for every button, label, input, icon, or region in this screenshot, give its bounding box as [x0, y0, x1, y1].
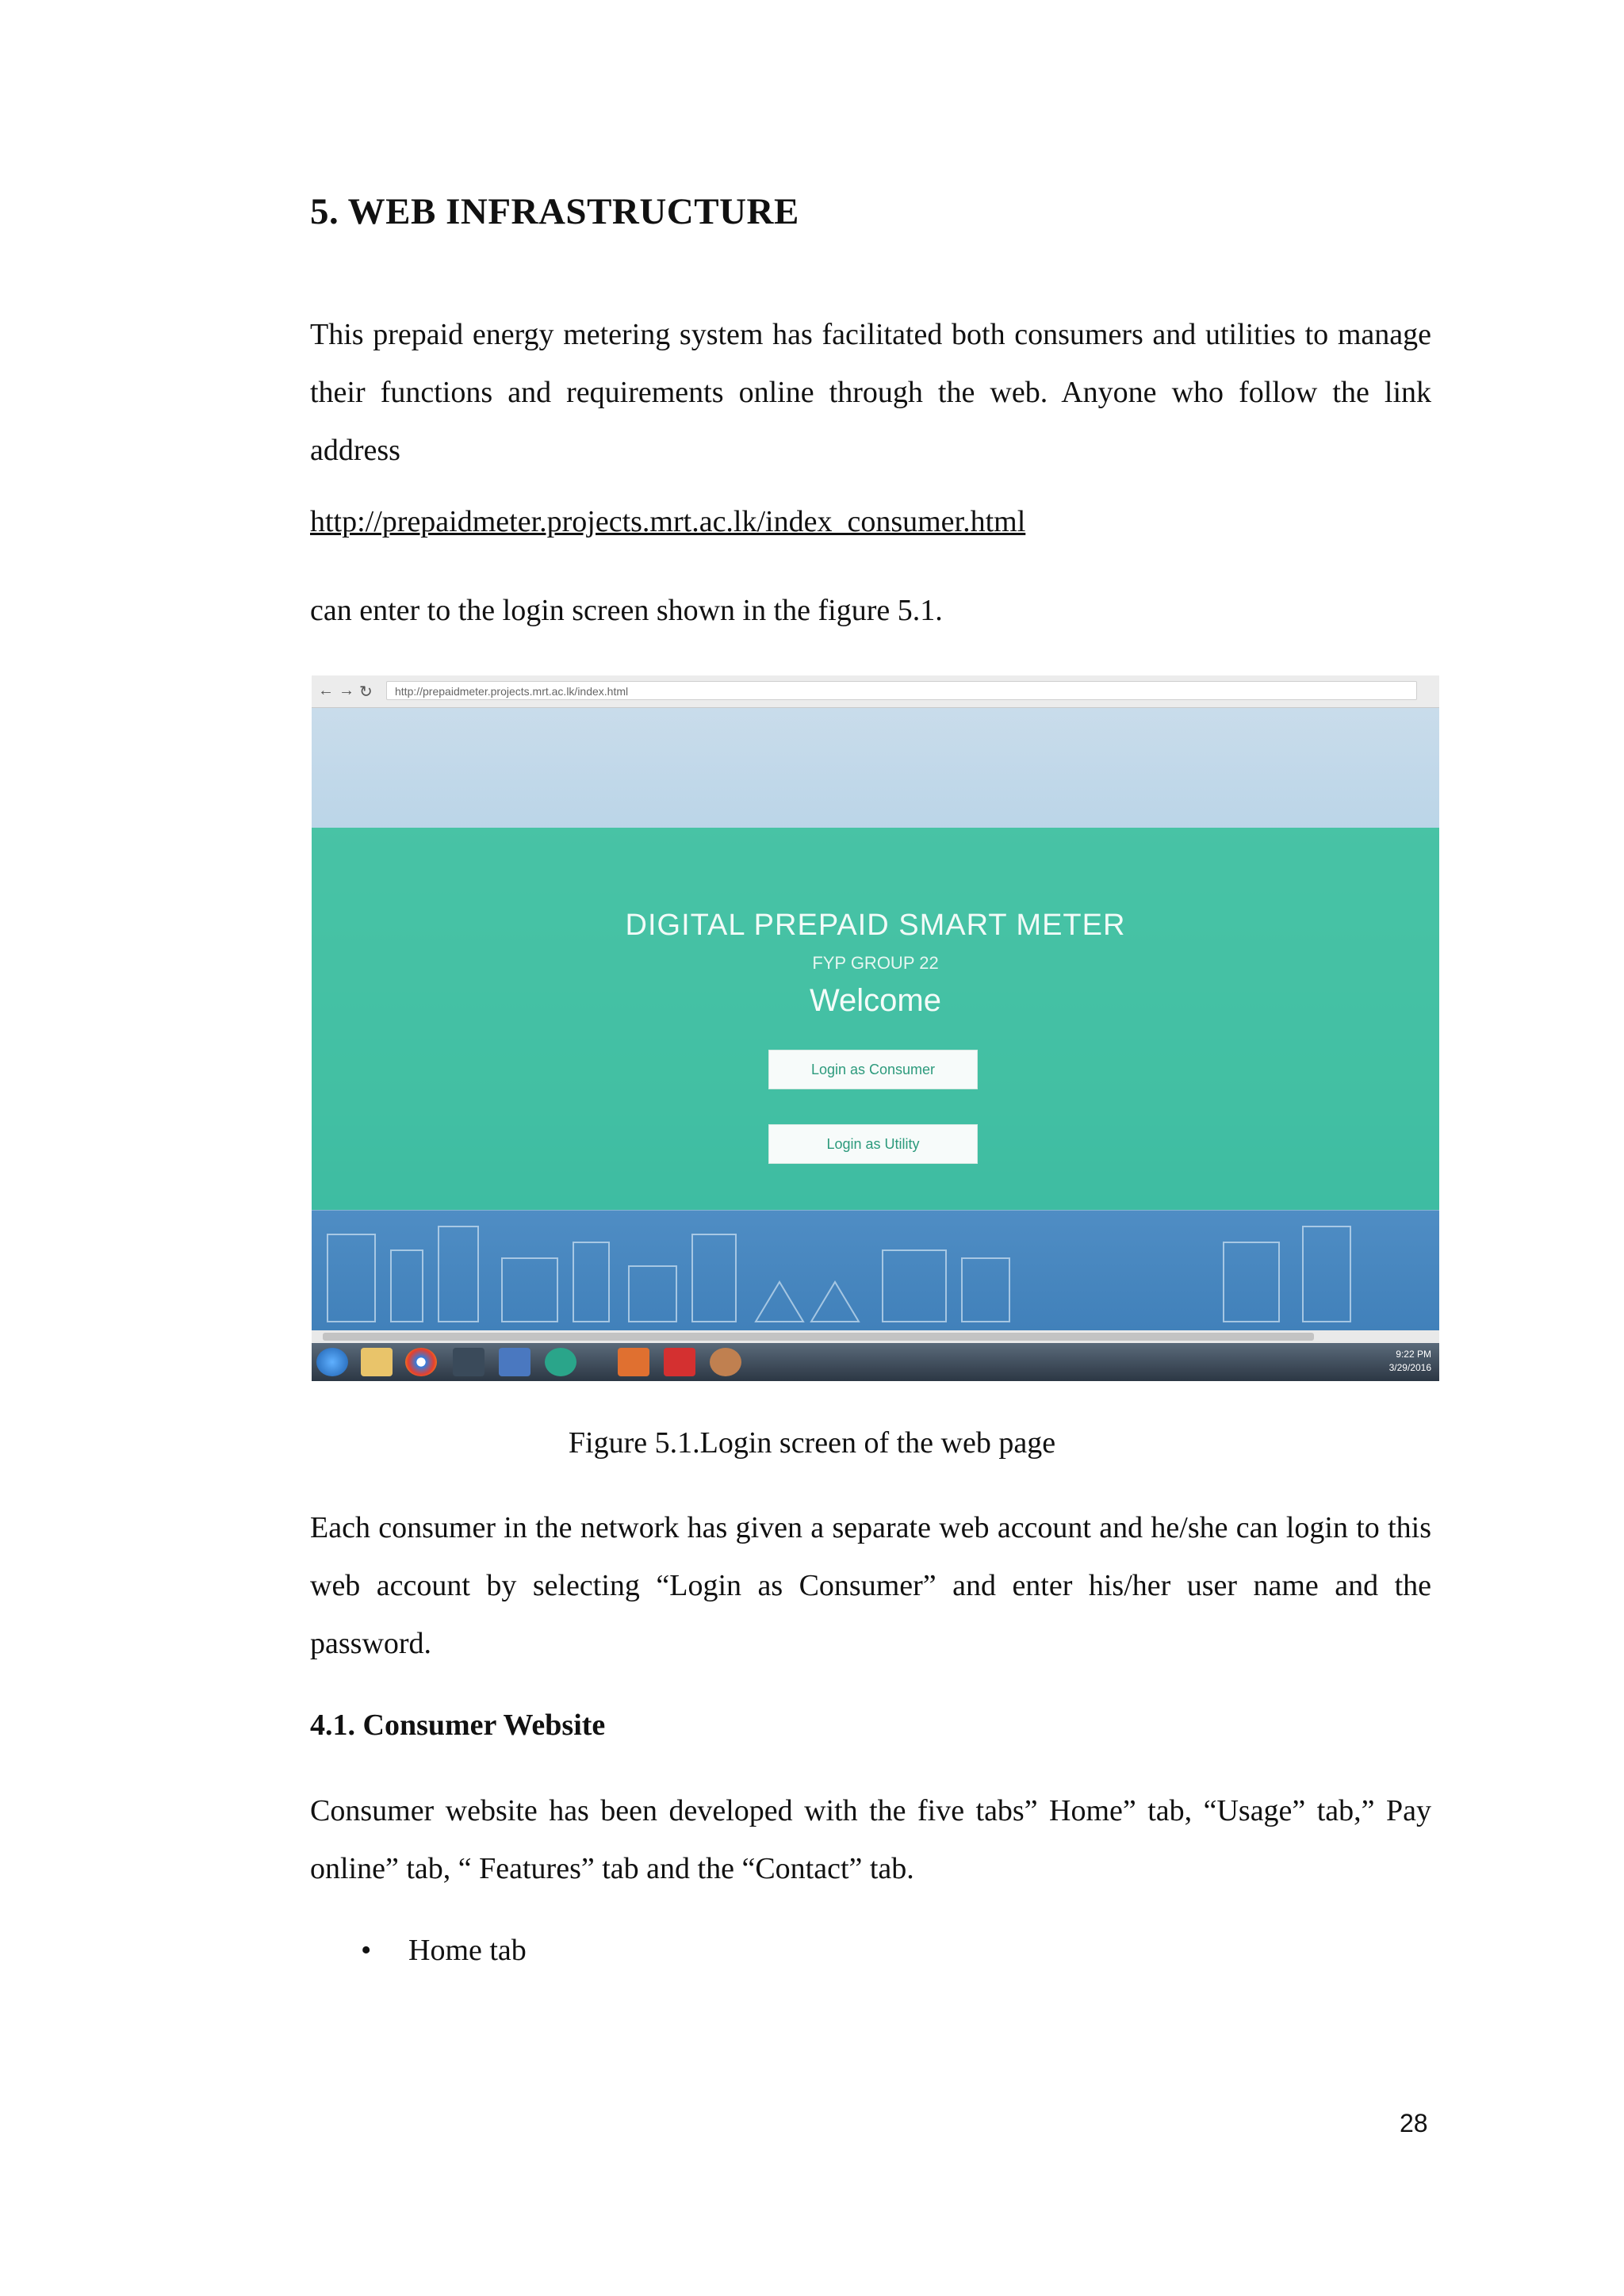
clock-date: 3/29/2016: [1388, 1362, 1431, 1373]
bullet-item: [361, 1933, 527, 1968]
intro-paragraph: This prepaid energy metering system has facilitated both consumers and utilities to manage their functions and requirements online through the web. Anyone who follow the link address: [310, 318, 1431, 467]
after-link-paragraph: can enter to the login screen shown in the figure 5.1.: [310, 594, 943, 627]
after-link-block: [310, 582, 1431, 640]
forward-arrow-icon[interactable]: →: [339, 682, 354, 699]
browser-toolbar: [312, 675, 1439, 708]
pdf-reader-icon[interactable]: [664, 1348, 695, 1376]
tabs-paragraph-block: [310, 1782, 1431, 1898]
account-paragraph: Each consumer in the network has given a separate web account and he/she can login to this web account by selecting “Login as Consumer” and enter his/her user name and the password.: [310, 1511, 1431, 1660]
figure-caption: Figure 5.1.Login screen of the web page: [568, 1426, 1056, 1460]
reload-icon[interactable]: ↻: [359, 683, 373, 701]
site-welcome: Welcome: [810, 983, 941, 1018]
word-icon[interactable]: [499, 1348, 530, 1376]
consumer-link[interactable]: http://prepaidmeter.projects.mrt.ac.lk/index_consumer.html: [310, 505, 1026, 538]
page-number: 28: [1400, 2109, 1428, 2137]
windows-taskbar: [312, 1343, 1439, 1381]
site-title: DIGITAL PREPAID SMART METER: [625, 909, 1126, 942]
login-consumer-button[interactable]: Login as Consumer: [768, 1050, 978, 1089]
start-button-icon[interactable]: [316, 1348, 348, 1376]
city-skyline-band: [312, 1211, 1439, 1345]
login-utility-button[interactable]: Login as Utility: [768, 1124, 978, 1164]
paint-icon[interactable]: [710, 1348, 741, 1376]
taskbar-clock: [1389, 1348, 1431, 1375]
chrome-icon[interactable]: [405, 1348, 437, 1376]
subsection-title: 4.1. Consumer Website: [310, 1709, 606, 1742]
bullet-icon: •: [361, 1934, 372, 1967]
login-screenshot-figure: [312, 675, 1439, 1381]
clock-time: 9:22 PM: [1396, 1349, 1431, 1360]
arduino-icon[interactable]: [545, 1348, 576, 1376]
address-bar[interactable]: http://prepaidmeter.projects.mrt.ac.lk/index.html: [386, 681, 1417, 700]
section-title: 5. WEB INFRASTRUCTURE: [310, 191, 799, 232]
site-subtitle: FYP GROUP 22: [812, 953, 939, 973]
account-paragraph-block: [310, 1499, 1431, 1673]
tabs-paragraph: Consumer website has been developed with the five tabs” Home” tab, “Usage” tab,” Pay online” tab, “ Features” tab and the “Contact” tab.: [310, 1794, 1431, 1885]
app-icon[interactable]: [453, 1348, 485, 1376]
bullet-label: Home tab: [408, 1934, 527, 1967]
back-arrow-icon[interactable]: ←: [318, 682, 334, 699]
intro-paragraph-block: [310, 306, 1431, 480]
file-explorer-icon[interactable]: [361, 1348, 393, 1376]
powerpoint-icon[interactable]: [618, 1348, 649, 1376]
city-skyline-icon: [312, 1211, 1439, 1330]
horizontal-scrollbar[interactable]: [312, 1330, 1439, 1343]
